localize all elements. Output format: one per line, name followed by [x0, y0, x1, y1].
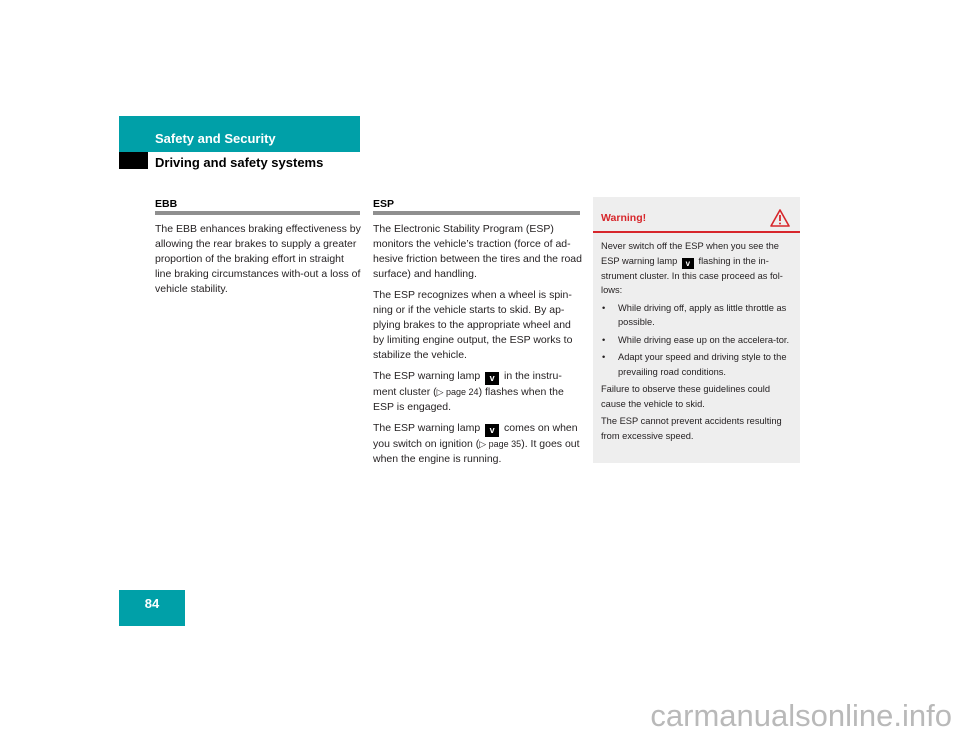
esp-heading: ESP [373, 198, 395, 210]
page-number-box [119, 590, 185, 626]
esp-p3-text-b: in the instru-ment cluster ( [373, 370, 562, 398]
subsection-title: Driving and safety systems [155, 155, 324, 170]
esp-p3-text-a: The ESP warning lamp [373, 370, 481, 382]
header-marker [119, 152, 148, 169]
warning-rule [593, 231, 800, 233]
bullet-icon: • [602, 334, 606, 345]
esp-paragraph-3 [373, 369, 583, 415]
page-reference-link[interactable]: ▷ page 35 [479, 439, 522, 449]
esp-p4-text-c: ). It goes out when the engine is running. [373, 438, 580, 465]
list-item [601, 301, 796, 330]
page-number: 84 [144, 596, 160, 611]
esp-warning-lamp-icon: v [485, 372, 499, 385]
esp-p3-text-c: ) flashes when the ESP is engaged. [373, 386, 564, 413]
esp-paragraph-2: The ESP recognizes when a wheel is spin-ning or if the vehicle starts to skid. By ap-plying brakes to the appropriate wheel and by limiting engine output, the ESP works to stabilize the vehicle. [373, 289, 573, 361]
esp-paragraph-1: The Electronic Stability Program (ESP) monitors the vehicle’s traction (force of ad-hesive friction between the tires and the road surface) and handling. [373, 223, 582, 280]
bullet-icon: • [602, 352, 606, 362]
esp-heading-rule [373, 211, 580, 215]
ebb-paragraph: The EBB enhances braking effectiveness by allowing the rear brakes to supply a greater proportion of the braking effort in straight line braking circumstances with-out a loss of vehicle stability. [155, 223, 361, 295]
warning-paragraph-2: Failure to observe these guidelines could cause the vehicle to skid. [601, 384, 770, 409]
warning-triangle-icon [770, 209, 790, 227]
watermark: carmanualsonline.info [650, 698, 952, 733]
warning-box [593, 197, 800, 463]
list-item-text: While driving ease up on the accelera-tor. [618, 334, 790, 345]
warning-intro-a: Never switch off the ESP when you see the ESP warning lamp [601, 241, 779, 266]
section-title: Safety and Security [155, 131, 276, 146]
ebb-heading-rule [155, 211, 360, 215]
list-item-text: Adapt your speed and driving style to the prevailing road conditions. [618, 352, 787, 377]
bullet-icon: • [602, 302, 606, 313]
list-item [601, 350, 796, 379]
warning-intro [601, 239, 796, 298]
esp-p4-text-a: The ESP warning lamp [373, 422, 481, 434]
list-item [601, 333, 796, 348]
esp-warning-lamp-icon: v [682, 258, 694, 269]
warning-list [601, 301, 796, 380]
page-reference-link[interactable]: ▷ page 24 [436, 387, 479, 397]
warning-intro-b: flashing in the in-strument cluster. In this case proceed as fol-lows: [601, 255, 783, 295]
esp-p4-text-b: comes on when you switch on ignition ( [373, 422, 578, 450]
esp-paragraph-4 [373, 421, 583, 467]
ebb-body [155, 222, 363, 303]
esp-warning-lamp-icon: v [485, 424, 499, 437]
ebb-heading: EBB [155, 198, 178, 210]
warning-title: Warning! [601, 212, 647, 224]
esp-body [373, 222, 583, 473]
warning-body [601, 239, 796, 446]
list-item-text: While driving off, apply as little throttle as possible. [618, 302, 787, 327]
warning-paragraph-3: The ESP cannot prevent accidents resulting from excessive speed. [601, 416, 782, 441]
